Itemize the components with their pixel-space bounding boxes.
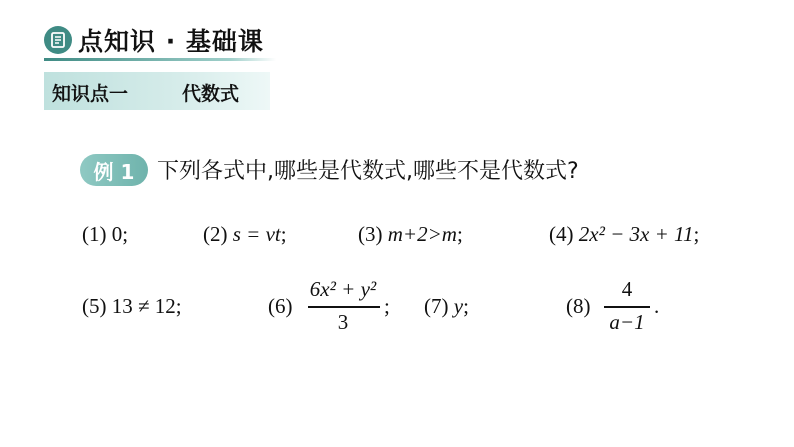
example-badge: 例 1 bbox=[80, 154, 148, 186]
item-end: ; bbox=[456, 222, 463, 246]
item-8-end: . bbox=[654, 294, 660, 318]
item-end: ; bbox=[175, 294, 182, 318]
item-6-fraction-bar bbox=[308, 306, 380, 308]
item-8-label: (8) bbox=[566, 294, 591, 318]
item-expr: 0 bbox=[111, 222, 123, 246]
item-end: ; bbox=[122, 222, 129, 246]
item-label: (3) bbox=[358, 222, 383, 246]
item-3 bbox=[358, 222, 463, 247]
item-end: ; bbox=[463, 294, 469, 318]
item-8-numerator: 4 bbox=[621, 277, 633, 301]
item-6-denominator: 3 bbox=[337, 310, 349, 334]
item-expr: y bbox=[453, 294, 464, 318]
item-6-label: (6) bbox=[268, 294, 293, 318]
knowledge-point-number: 知识点一 bbox=[52, 83, 129, 105]
page-title: 点知识 · 基础课 bbox=[78, 27, 264, 56]
item-5 bbox=[82, 294, 182, 319]
item-7 bbox=[424, 294, 469, 319]
notebook-icon bbox=[44, 26, 72, 54]
item-expr: m+2>m bbox=[387, 222, 457, 246]
item-expr: 2x² − 3x + 11 bbox=[578, 222, 694, 246]
item-expr: 13 ≠ 12 bbox=[111, 294, 176, 318]
item-4 bbox=[549, 222, 699, 247]
item-expr: s = vt bbox=[232, 222, 281, 246]
item-end: ; bbox=[280, 222, 287, 246]
knowledge-point-name: 代数式 bbox=[182, 83, 240, 105]
item-label: (4) bbox=[549, 222, 574, 246]
item-label: (2) bbox=[203, 222, 228, 246]
example-question: 下列各式中,哪些是代数式,哪些不是代数式? bbox=[157, 159, 579, 184]
item-label: (7) bbox=[424, 294, 449, 318]
item-end: ; bbox=[693, 222, 700, 246]
item-2 bbox=[203, 222, 287, 247]
item-6-numerator: 6x² + y² bbox=[309, 277, 377, 301]
item-label: (1) bbox=[82, 222, 107, 246]
header-underline bbox=[44, 58, 276, 61]
item-6-end: ; bbox=[384, 294, 390, 318]
item-8-denominator: a−1 bbox=[609, 310, 645, 334]
item-8-fraction-bar bbox=[604, 306, 650, 308]
item-1 bbox=[82, 222, 128, 247]
item-label: (5) bbox=[82, 294, 107, 318]
